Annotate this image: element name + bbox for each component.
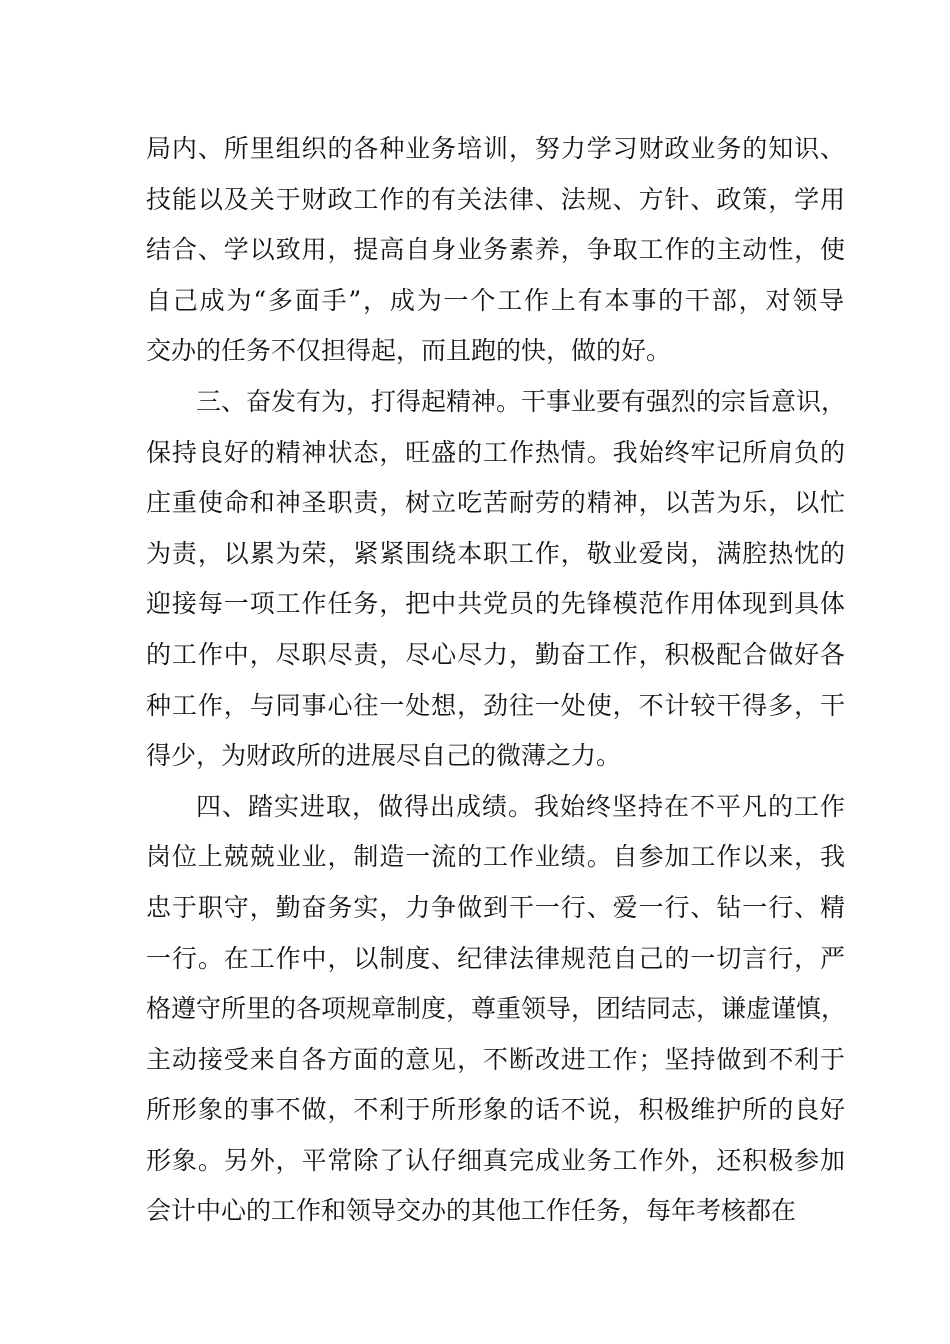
text-line: 庄重使命和神圣职责，树立吃苦耐劳的精神，以苦为乐，以忙 — [146, 488, 846, 518]
text-line: 会计中心的工作和领导交办的其他工作任务，每年考核都在 — [146, 1196, 796, 1226]
paragraph-start-line: 三、奋发有为，打得起精神。干事业要有强烈的宗旨意识， — [196, 386, 846, 416]
text-line: 技能以及关于财政工作的有关法律、法规、方针、政策，学用 — [146, 184, 846, 214]
text-line: 为责，以累为荣，紧紧围绕本职工作，敬业爱岗，满腔热忱的 — [146, 538, 846, 568]
text-line: 主动接受来自各方面的意见，不断改进工作；坚持做到不利于 — [146, 1044, 846, 1074]
text-line: 自己成为“多面手”，成为一个工作上有本事的干部，对领导 — [146, 285, 846, 315]
text-line: 保持良好的精神状态，旺盛的工作热情。我始终牢记所肩负的 — [146, 437, 846, 467]
text-line: 种工作，与同事心往一处想，劲往一处使，不计较干得多，干 — [146, 690, 846, 720]
text-line: 忠于职守，勤奋务实，力争做到干一行、爱一行、钻一行、精 — [146, 892, 846, 922]
text-line: 岗位上兢兢业业，制造一流的工作业绩。自参加工作以来，我 — [146, 842, 846, 872]
text-line: 所形象的事不做，不利于所形象的话不说，积极维护所的良好 — [146, 1095, 846, 1125]
text-line: 结合、学以致用，提高自身业务素养，争取工作的主动性，使 — [146, 235, 846, 265]
text-line: 交办的任务不仅担得起，而且跑的快，做的好。 — [146, 336, 671, 366]
text-line: 形象。另外，平常除了认仔细真完成业务工作外，还积极参加 — [146, 1145, 846, 1175]
text-line: 迎接每一项工作任务，把中共党员的先锋模范作用体现到具体 — [146, 589, 846, 619]
text-line: 格遵守所里的各项规章制度，尊重领导，团结同志，谦虚谨慎， — [146, 994, 846, 1024]
text-line: 一行。在工作中，以制度、纪律法律规范自己的一切言行，严 — [146, 943, 846, 973]
text-line: 局内、所里组织的各种业务培训，努力学习财政业务的知识、 — [146, 134, 846, 163]
paragraph-start-line: 四、踏实进取，做得出成绩。我始终坚持在不平凡的工作 — [196, 791, 846, 821]
document-body — [146, 124, 846, 1237]
text-line: 的工作中，尽职尽责，尽心尽力，勤奋工作，积极配合做好各 — [146, 639, 846, 669]
text-line: 得少，为财政所的进展尽自己的微薄之力。 — [146, 741, 621, 771]
